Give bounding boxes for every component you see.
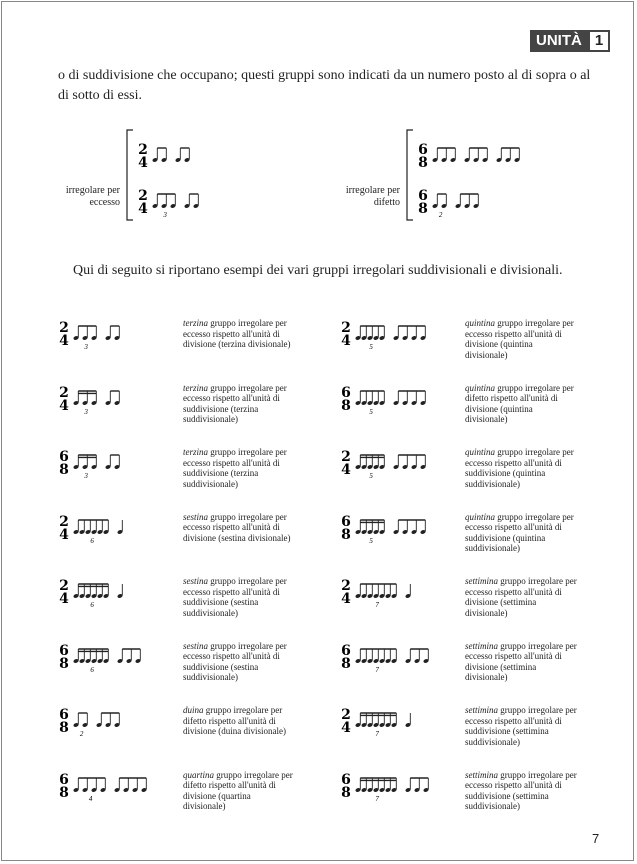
note-group — [393, 520, 426, 535]
time-signature-bottom: 8 — [418, 155, 428, 171]
time-signature-bottom: 4 — [341, 462, 351, 478]
page-number: 7 — [592, 831, 600, 846]
time-signature-bottom: 4 — [138, 155, 148, 171]
note-group — [117, 649, 141, 664]
note-group — [152, 194, 176, 209]
tuplet-name: terzina — [183, 318, 209, 328]
note-group — [393, 326, 426, 341]
time-signature-top: 2 — [341, 320, 351, 336]
note-group — [152, 148, 167, 163]
tuplet-description: gruppo irregolare per difetto rispetto all'unità di divisione (quintina divisionale) — [465, 382, 574, 424]
tuplet-description: gruppo irregolare per eccesso rispetto all'unità di suddivisione (quintina suddivisionale) — [465, 511, 574, 553]
note-group — [355, 455, 385, 470]
time-signature-top: 6 — [59, 449, 69, 465]
subtitle: Qui di seguito si riportano esempi dei vari gruppi irregolari suddivisionali e divisionali. — [73, 263, 563, 278]
note-group — [355, 778, 397, 793]
time-signature-top: 2 — [59, 320, 69, 336]
tuplet-number: 4 — [88, 794, 93, 803]
note-group — [73, 326, 97, 341]
example-staff — [58, 318, 178, 358]
example-description — [183, 576, 295, 618]
tuplet-number: 7 — [375, 794, 379, 803]
example-description — [465, 447, 577, 489]
tuplet-number: 3 — [84, 407, 88, 416]
note-group — [105, 326, 120, 341]
example-description — [465, 512, 577, 554]
time-signature-top: 6 — [59, 707, 69, 723]
time-signature-bottom: 8 — [341, 397, 351, 414]
note-group — [405, 649, 429, 664]
time-signature-bottom: 4 — [59, 591, 69, 607]
time-signature-top: 6 — [341, 513, 351, 530]
tuplet-number: 6 — [90, 601, 94, 609]
example-staff — [58, 447, 178, 487]
tuplet-name: sestina — [183, 511, 209, 522]
example-description — [465, 576, 577, 618]
time-signature-bottom: 4 — [341, 591, 351, 607]
time-signature-top: 2 — [341, 707, 351, 723]
tuplet-name: quintina — [465, 511, 496, 522]
tuplet-name: quintina — [465, 447, 496, 457]
time-signature-bottom: 4 — [59, 526, 69, 543]
time-signature-bottom: 8 — [59, 784, 69, 801]
staff-bracket — [127, 130, 133, 220]
time-signature-bottom: 8 — [341, 784, 351, 801]
tuplet-name: quintina — [465, 382, 496, 393]
tuplet-description: gruppo irregolare per eccesso rispetto all'unità di suddivisione (quintina suddivisionale) — [465, 447, 574, 489]
note-group — [405, 584, 411, 599]
tuplet-description: gruppo irregolare per eccesso rispetto all'unità di divisione (quintina divisionale) — [465, 318, 574, 360]
note-group — [464, 148, 488, 163]
note-group — [105, 455, 120, 470]
tuplet-description: gruppo irregolare per eccesso rispetto all'unità di suddivisione (terzina suddivisionale) — [183, 447, 287, 489]
tuplet-description: gruppo irregolare per eccesso rispetto all'unità di suddivisione (settimina suddivisionale) — [465, 705, 577, 747]
time-signature-top: 2 — [341, 449, 351, 465]
note-group — [355, 584, 397, 599]
tuplet-number: 5 — [369, 343, 373, 351]
example-staff — [58, 512, 178, 552]
example-description — [183, 705, 295, 737]
tuplet-description: gruppo irregolare per eccesso rispetto all'unità di suddivisione (settimina suddivisionale) — [465, 769, 577, 811]
tuplet-description: gruppo irregolare per eccesso rispetto all'unità di suddivisione (sestina suddivisionale) — [183, 640, 287, 682]
time-signature-top: 6 — [341, 642, 351, 659]
time-signature-top: 6 — [341, 384, 351, 401]
tuplet-description: gruppo irregolare per eccesso rispetto all'unità di suddivisione (sestina suddivisionale) — [183, 576, 287, 618]
example-staff — [58, 770, 178, 810]
note-group — [432, 148, 456, 163]
tuplet-name: settimina — [465, 705, 498, 715]
example-staff — [340, 705, 460, 745]
note-group — [405, 713, 411, 728]
example-staff — [340, 447, 460, 487]
example-staff — [340, 318, 460, 358]
example-description — [183, 641, 295, 683]
intro-paragraph: o di suddivisione che occupano; questi gruppi sono indicati da un numero posto al di sopra o al di sotto di essi. — [58, 68, 591, 103]
note-group — [175, 148, 190, 163]
time-signature-top: 6 — [59, 771, 69, 788]
tuplet-number: 7 — [375, 601, 379, 609]
example-description — [465, 318, 577, 360]
tuplet-number: 3 — [84, 343, 88, 351]
example-description — [183, 512, 295, 544]
note-group — [117, 520, 123, 535]
tuplet-number: 5 — [369, 536, 373, 545]
example-staff — [340, 770, 460, 810]
note-group — [393, 455, 426, 470]
note-group — [393, 391, 426, 406]
tuplet-name: quintina — [465, 318, 496, 328]
time-signature-top: 2 — [59, 513, 69, 530]
tuplet-name: settimina — [465, 576, 498, 586]
example-staff — [340, 383, 460, 423]
tuplet-name: settimina — [465, 640, 498, 651]
tuplet-number: 2 — [79, 730, 84, 738]
tuplet-description: gruppo irregolare per eccesso rispetto all'unità di divisione (settimina divisionale) — [465, 576, 577, 618]
time-signature-bottom: 8 — [341, 655, 351, 672]
tuplet-name: sestina — [183, 640, 209, 651]
note-group — [405, 778, 429, 793]
time-signature-top: 2 — [59, 384, 69, 401]
time-signature-top: 6 — [418, 188, 428, 204]
tuplet-number: 7 — [375, 665, 379, 674]
time-signature-top: 6 — [418, 142, 428, 158]
tuplet-name: terzina — [183, 382, 209, 393]
time-signature-bottom: 8 — [59, 462, 69, 478]
example-staff — [58, 576, 178, 616]
unit-number: 1 — [588, 30, 610, 52]
note-group — [73, 649, 109, 664]
example-staff — [58, 383, 178, 423]
example-description — [183, 318, 295, 350]
top-example-label: irregolare per eccesso — [65, 185, 120, 208]
time-signature-bottom: 4 — [341, 333, 351, 349]
time-signature-bottom: 8 — [418, 201, 428, 217]
top-example-label: irregolare per difetto — [345, 185, 400, 208]
time-signature-top: 2 — [59, 578, 69, 594]
top-example-staff — [125, 128, 305, 228]
example-description — [465, 705, 577, 747]
example-description — [465, 770, 577, 812]
tuplet-description: gruppo irregolare per difetto rispetto all'unità di divisione (quartina divisionale) — [183, 769, 293, 811]
example-staff — [58, 705, 178, 745]
note-group — [117, 584, 123, 599]
tuplet-number: 3 — [163, 211, 167, 219]
tuplet-number: 6 — [90, 665, 94, 674]
tuplet-number: 3 — [84, 472, 88, 480]
tuplet-description: gruppo irregolare per eccesso rispetto all'unità di divisione (terzina divisionale) — [183, 318, 291, 349]
time-signature-bottom: 4 — [59, 333, 69, 349]
tuplet-description: gruppo irregolare per difetto rispetto all'unità di divisione (duina divisionale) — [183, 705, 286, 736]
tuplet-name: terzina — [183, 447, 209, 457]
staff-bracket — [407, 130, 413, 220]
example-description — [183, 770, 295, 812]
note-group — [355, 520, 385, 535]
note-group — [355, 713, 397, 728]
tuplet-name: quartina — [183, 769, 215, 780]
note-group — [73, 713, 88, 728]
note-group — [96, 713, 120, 728]
time-signature-bottom: 4 — [59, 397, 69, 414]
note-group — [73, 520, 109, 535]
note-group — [496, 148, 520, 163]
example-staff — [58, 641, 178, 681]
tuplet-name: duina — [183, 705, 204, 715]
time-signature-top: 2 — [138, 142, 148, 158]
unit-badge — [530, 30, 610, 52]
top-example-staff — [405, 128, 585, 228]
unit-label: UNITÀ — [530, 30, 588, 52]
tuplet-number: 5 — [369, 407, 373, 416]
example-staff — [340, 512, 460, 552]
tuplet-number: 5 — [369, 472, 373, 480]
note-group — [355, 391, 385, 406]
note-group — [432, 194, 447, 209]
tuplet-number: 7 — [375, 730, 379, 738]
example-description — [465, 641, 577, 683]
time-signature-top: 2 — [138, 188, 148, 204]
tuplet-description: gruppo irregolare per eccesso rispetto all'unità di suddivisione (terzina suddivisionale) — [183, 382, 287, 424]
note-group — [114, 778, 147, 793]
note-group — [73, 778, 106, 793]
example-staff — [340, 576, 460, 616]
note-group — [73, 584, 109, 599]
tuplet-name: settimina — [465, 769, 498, 780]
time-signature-top: 6 — [59, 642, 69, 659]
note-group — [184, 194, 199, 209]
note-group — [73, 455, 97, 470]
time-signature-bottom: 4 — [138, 201, 148, 217]
note-group — [455, 194, 479, 209]
time-signature-bottom: 8 — [59, 655, 69, 672]
example-staff — [340, 641, 460, 681]
time-signature-top: 2 — [341, 578, 351, 594]
time-signature-bottom: 8 — [59, 720, 69, 736]
time-signature-bottom: 4 — [341, 720, 351, 736]
tuplet-name: sestina — [183, 576, 209, 586]
tuplet-number: 6 — [90, 536, 94, 545]
time-signature-top: 6 — [341, 771, 351, 788]
note-group — [105, 391, 120, 406]
note-group — [73, 391, 97, 406]
tuplet-description: gruppo irregolare per eccesso rispetto all'unità di divisione (settimina divisionale) — [465, 640, 577, 682]
tuplet-description: gruppo irregolare per eccesso rispetto all'unità di divisione (sestina divisionale) — [183, 511, 291, 543]
example-description — [465, 383, 577, 425]
example-description — [183, 447, 295, 489]
tuplet-number: 2 — [438, 211, 443, 219]
note-group — [355, 649, 397, 664]
time-signature-bottom: 8 — [341, 526, 351, 543]
note-group — [355, 326, 385, 341]
example-description — [183, 383, 295, 425]
